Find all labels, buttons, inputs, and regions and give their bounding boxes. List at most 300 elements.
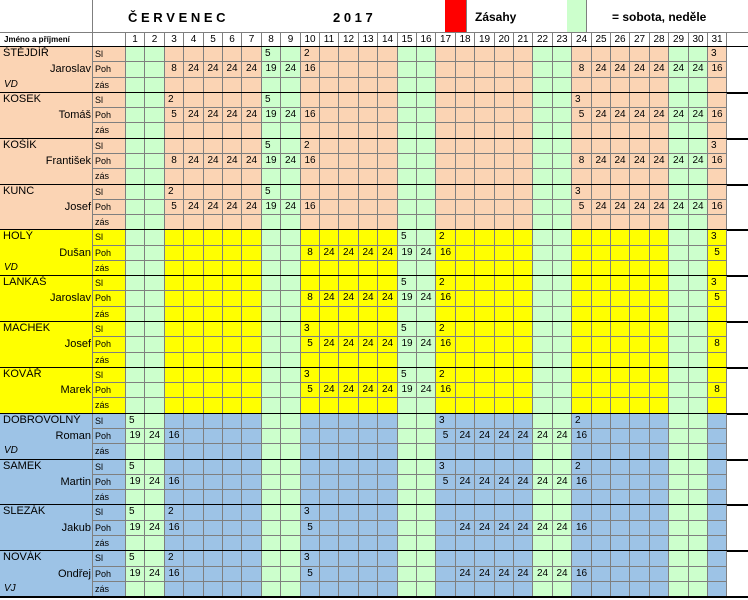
schedule-cell[interactable]: 24: [320, 383, 339, 398]
schedule-cell[interactable]: [592, 398, 611, 414]
schedule-cell[interactable]: [495, 185, 514, 200]
schedule-cell[interactable]: [689, 139, 708, 154]
schedule-cell[interactable]: [184, 536, 204, 551]
schedule-cell[interactable]: [650, 383, 669, 398]
schedule-cell[interactable]: [630, 139, 650, 154]
schedule-cell[interactable]: [165, 383, 184, 398]
schedule-cell[interactable]: [669, 521, 689, 536]
schedule-cell[interactable]: [184, 78, 204, 93]
schedule-cell[interactable]: [611, 123, 630, 139]
schedule-cell[interactable]: [145, 414, 165, 429]
schedule-cell[interactable]: [592, 505, 611, 521]
schedule-cell[interactable]: 2: [165, 505, 184, 521]
schedule-cell[interactable]: [184, 246, 204, 261]
schedule-cell[interactable]: [281, 475, 301, 490]
schedule-cell[interactable]: [320, 276, 339, 291]
schedule-cell[interactable]: 24: [669, 62, 689, 78]
schedule-cell[interactable]: 5: [126, 551, 145, 567]
schedule-cell[interactable]: [223, 276, 242, 291]
schedule-cell[interactable]: [165, 215, 184, 230]
schedule-cell[interactable]: [533, 154, 553, 169]
schedule-cell[interactable]: 24: [145, 521, 165, 536]
schedule-cell[interactable]: [359, 123, 378, 139]
schedule-cell[interactable]: [689, 230, 708, 246]
schedule-cell[interactable]: [650, 139, 669, 154]
schedule-cell[interactable]: [514, 169, 533, 185]
schedule-cell[interactable]: [572, 398, 592, 414]
schedule-cell[interactable]: 24: [495, 475, 514, 490]
schedule-cell[interactable]: 24: [475, 567, 495, 582]
schedule-cell[interactable]: [630, 291, 650, 307]
schedule-cell[interactable]: [669, 368, 689, 383]
schedule-cell[interactable]: 3: [708, 230, 727, 246]
schedule-cell[interactable]: 24: [320, 246, 339, 261]
schedule-cell[interactable]: [495, 62, 514, 78]
schedule-cell[interactable]: 16: [301, 62, 320, 78]
schedule-cell[interactable]: [417, 567, 436, 582]
schedule-cell[interactable]: [378, 276, 398, 291]
schedule-cell[interactable]: [398, 429, 417, 444]
schedule-cell[interactable]: [339, 78, 359, 93]
schedule-cell[interactable]: [669, 505, 689, 521]
schedule-cell[interactable]: 24: [533, 429, 553, 444]
schedule-cell[interactable]: [630, 429, 650, 444]
schedule-cell[interactable]: [320, 123, 339, 139]
schedule-cell[interactable]: [495, 551, 514, 567]
schedule-cell[interactable]: 5: [262, 93, 281, 108]
schedule-cell[interactable]: [495, 108, 514, 123]
schedule-cell[interactable]: 5: [398, 322, 417, 337]
schedule-cell[interactable]: [262, 414, 281, 429]
schedule-cell[interactable]: [708, 505, 727, 521]
schedule-cell[interactable]: [378, 567, 398, 582]
schedule-cell[interactable]: [378, 200, 398, 215]
schedule-cell[interactable]: [242, 246, 262, 261]
schedule-cell[interactable]: [475, 322, 495, 337]
schedule-cell[interactable]: [301, 536, 320, 551]
schedule-cell[interactable]: 16: [301, 154, 320, 169]
schedule-cell[interactable]: [223, 291, 242, 307]
schedule-cell[interactable]: [689, 460, 708, 475]
schedule-cell[interactable]: [359, 108, 378, 123]
schedule-cell[interactable]: [436, 353, 456, 368]
schedule-cell[interactable]: 24: [611, 62, 630, 78]
schedule-cell[interactable]: [320, 47, 339, 62]
schedule-cell[interactable]: [456, 169, 475, 185]
schedule-cell[interactable]: [611, 93, 630, 108]
schedule-cell[interactable]: [262, 123, 281, 139]
schedule-cell[interactable]: [242, 78, 262, 93]
schedule-cell[interactable]: [359, 261, 378, 276]
schedule-cell[interactable]: [204, 505, 223, 521]
schedule-cell[interactable]: [456, 230, 475, 246]
schedule-cell[interactable]: 24: [417, 246, 436, 261]
schedule-cell[interactable]: [145, 230, 165, 246]
schedule-cell[interactable]: [242, 322, 262, 337]
schedule-cell[interactable]: [301, 78, 320, 93]
schedule-cell[interactable]: 2: [165, 551, 184, 567]
schedule-cell[interactable]: [378, 78, 398, 93]
schedule-cell[interactable]: [669, 307, 689, 322]
schedule-cell[interactable]: [242, 47, 262, 62]
schedule-cell[interactable]: [495, 353, 514, 368]
schedule-cell[interactable]: [436, 215, 456, 230]
schedule-cell[interactable]: 24: [184, 108, 204, 123]
schedule-cell[interactable]: [398, 154, 417, 169]
schedule-cell[interactable]: [495, 368, 514, 383]
schedule-cell[interactable]: [145, 337, 165, 353]
schedule-cell[interactable]: [184, 261, 204, 276]
schedule-cell[interactable]: [320, 169, 339, 185]
schedule-cell[interactable]: [514, 444, 533, 460]
schedule-cell[interactable]: 24: [281, 108, 301, 123]
schedule-cell[interactable]: [145, 353, 165, 368]
schedule-cell[interactable]: [475, 230, 495, 246]
schedule-cell[interactable]: [475, 490, 495, 505]
schedule-cell[interactable]: [281, 307, 301, 322]
schedule-cell[interactable]: [572, 337, 592, 353]
schedule-cell[interactable]: [184, 215, 204, 230]
schedule-cell[interactable]: [126, 230, 145, 246]
schedule-cell[interactable]: [689, 337, 708, 353]
schedule-cell[interactable]: [378, 521, 398, 536]
schedule-cell[interactable]: [398, 78, 417, 93]
schedule-cell[interactable]: 24: [223, 108, 242, 123]
schedule-cell[interactable]: [475, 291, 495, 307]
schedule-cell[interactable]: [281, 414, 301, 429]
schedule-cell[interactable]: [242, 139, 262, 154]
schedule-cell[interactable]: [669, 414, 689, 429]
schedule-cell[interactable]: 24: [553, 475, 572, 490]
schedule-cell[interactable]: [592, 490, 611, 505]
schedule-cell[interactable]: [320, 444, 339, 460]
schedule-cell[interactable]: [533, 551, 553, 567]
schedule-cell[interactable]: [456, 383, 475, 398]
schedule-cell[interactable]: 24: [514, 521, 533, 536]
schedule-cell[interactable]: [456, 246, 475, 261]
schedule-cell[interactable]: 16: [436, 337, 456, 353]
schedule-cell[interactable]: [417, 536, 436, 551]
schedule-cell[interactable]: 8: [572, 62, 592, 78]
schedule-cell[interactable]: [223, 93, 242, 108]
schedule-cell[interactable]: [165, 291, 184, 307]
schedule-cell[interactable]: [650, 505, 669, 521]
schedule-cell[interactable]: [165, 536, 184, 551]
schedule-cell[interactable]: [204, 185, 223, 200]
schedule-cell[interactable]: [514, 368, 533, 383]
schedule-cell[interactable]: [242, 475, 262, 490]
schedule-cell[interactable]: [689, 353, 708, 368]
schedule-cell[interactable]: [145, 47, 165, 62]
schedule-cell[interactable]: [242, 123, 262, 139]
schedule-cell[interactable]: [514, 322, 533, 337]
schedule-cell[interactable]: [262, 78, 281, 93]
schedule-cell[interactable]: [592, 307, 611, 322]
schedule-cell[interactable]: [281, 139, 301, 154]
schedule-cell[interactable]: 24: [533, 521, 553, 536]
schedule-cell[interactable]: [708, 353, 727, 368]
schedule-cell[interactable]: 16: [165, 521, 184, 536]
schedule-cell[interactable]: [495, 230, 514, 246]
schedule-cell[interactable]: [320, 261, 339, 276]
schedule-cell[interactable]: [495, 246, 514, 261]
schedule-cell[interactable]: [320, 582, 339, 597]
schedule-cell[interactable]: [514, 582, 533, 597]
schedule-cell[interactable]: [281, 551, 301, 567]
schedule-cell[interactable]: [398, 444, 417, 460]
schedule-cell[interactable]: [301, 353, 320, 368]
schedule-cell[interactable]: 24: [378, 337, 398, 353]
schedule-cell[interactable]: [301, 230, 320, 246]
schedule-cell[interactable]: 24: [456, 567, 475, 582]
schedule-cell[interactable]: 3: [436, 460, 456, 475]
schedule-cell[interactable]: [475, 307, 495, 322]
schedule-cell[interactable]: [145, 200, 165, 215]
schedule-cell[interactable]: [223, 261, 242, 276]
schedule-cell[interactable]: [165, 276, 184, 291]
schedule-cell[interactable]: [223, 414, 242, 429]
schedule-cell[interactable]: [359, 353, 378, 368]
schedule-cell[interactable]: [339, 108, 359, 123]
schedule-cell[interactable]: [145, 505, 165, 521]
schedule-cell[interactable]: [611, 276, 630, 291]
schedule-cell[interactable]: [630, 215, 650, 230]
schedule-cell[interactable]: [611, 398, 630, 414]
schedule-cell[interactable]: [339, 444, 359, 460]
schedule-cell[interactable]: [553, 276, 572, 291]
schedule-cell[interactable]: [650, 123, 669, 139]
schedule-cell[interactable]: 24: [184, 62, 204, 78]
schedule-cell[interactable]: [650, 291, 669, 307]
schedule-cell[interactable]: [456, 505, 475, 521]
schedule-cell[interactable]: [689, 246, 708, 261]
schedule-cell[interactable]: [320, 139, 339, 154]
schedule-cell[interactable]: 24: [611, 200, 630, 215]
schedule-cell[interactable]: [650, 368, 669, 383]
schedule-cell[interactable]: [320, 353, 339, 368]
schedule-cell[interactable]: [204, 337, 223, 353]
schedule-cell[interactable]: [611, 551, 630, 567]
schedule-cell[interactable]: [378, 62, 398, 78]
schedule-cell[interactable]: [475, 337, 495, 353]
schedule-cell[interactable]: [533, 230, 553, 246]
schedule-cell[interactable]: [553, 200, 572, 215]
schedule-cell[interactable]: [417, 551, 436, 567]
schedule-cell[interactable]: [436, 551, 456, 567]
schedule-cell[interactable]: [533, 62, 553, 78]
schedule-cell[interactable]: [669, 582, 689, 597]
schedule-cell[interactable]: [630, 398, 650, 414]
schedule-cell[interactable]: [553, 551, 572, 567]
schedule-cell[interactable]: 19: [262, 108, 281, 123]
schedule-cell[interactable]: [572, 47, 592, 62]
schedule-cell[interactable]: [339, 460, 359, 475]
schedule-cell[interactable]: [495, 490, 514, 505]
schedule-cell[interactable]: [533, 93, 553, 108]
schedule-cell[interactable]: [630, 444, 650, 460]
schedule-cell[interactable]: [262, 536, 281, 551]
schedule-cell[interactable]: 24: [378, 246, 398, 261]
schedule-cell[interactable]: [689, 505, 708, 521]
schedule-cell[interactable]: 24: [611, 154, 630, 169]
schedule-cell[interactable]: [650, 414, 669, 429]
schedule-cell[interactable]: [165, 169, 184, 185]
schedule-cell[interactable]: [572, 139, 592, 154]
schedule-cell[interactable]: [320, 322, 339, 337]
schedule-cell[interactable]: [475, 536, 495, 551]
schedule-cell[interactable]: [417, 123, 436, 139]
schedule-cell[interactable]: [378, 169, 398, 185]
schedule-cell[interactable]: [708, 521, 727, 536]
schedule-cell[interactable]: [281, 582, 301, 597]
schedule-cell[interactable]: [689, 291, 708, 307]
schedule-cell[interactable]: 24: [339, 246, 359, 261]
schedule-cell[interactable]: [611, 353, 630, 368]
schedule-cell[interactable]: [398, 62, 417, 78]
schedule-cell[interactable]: [417, 368, 436, 383]
schedule-cell[interactable]: [126, 246, 145, 261]
schedule-cell[interactable]: [689, 322, 708, 337]
schedule-cell[interactable]: [650, 567, 669, 582]
schedule-cell[interactable]: [126, 108, 145, 123]
schedule-cell[interactable]: [301, 123, 320, 139]
schedule-cell[interactable]: [592, 429, 611, 444]
schedule-cell[interactable]: [184, 551, 204, 567]
schedule-cell[interactable]: [301, 460, 320, 475]
schedule-cell[interactable]: [184, 567, 204, 582]
schedule-cell[interactable]: 24: [359, 383, 378, 398]
schedule-cell[interactable]: 5: [398, 230, 417, 246]
schedule-cell[interactable]: [572, 291, 592, 307]
schedule-cell[interactable]: [145, 383, 165, 398]
schedule-cell[interactable]: [456, 353, 475, 368]
schedule-cell[interactable]: [339, 353, 359, 368]
schedule-cell[interactable]: [689, 383, 708, 398]
schedule-cell[interactable]: [204, 368, 223, 383]
schedule-cell[interactable]: [417, 414, 436, 429]
schedule-cell[interactable]: [242, 444, 262, 460]
schedule-cell[interactable]: [553, 307, 572, 322]
schedule-cell[interactable]: [126, 200, 145, 215]
schedule-cell[interactable]: [359, 490, 378, 505]
schedule-cell[interactable]: [165, 47, 184, 62]
schedule-cell[interactable]: [281, 78, 301, 93]
schedule-cell[interactable]: [650, 261, 669, 276]
schedule-cell[interactable]: [320, 154, 339, 169]
schedule-cell[interactable]: [708, 368, 727, 383]
schedule-cell[interactable]: [165, 414, 184, 429]
schedule-cell[interactable]: [708, 261, 727, 276]
schedule-cell[interactable]: 24: [378, 383, 398, 398]
schedule-cell[interactable]: 24: [145, 475, 165, 490]
schedule-cell[interactable]: [669, 551, 689, 567]
schedule-cell[interactable]: [689, 490, 708, 505]
schedule-cell[interactable]: [378, 429, 398, 444]
schedule-cell[interactable]: [514, 276, 533, 291]
schedule-cell[interactable]: [126, 322, 145, 337]
schedule-cell[interactable]: [262, 475, 281, 490]
schedule-cell[interactable]: [398, 567, 417, 582]
schedule-cell[interactable]: [320, 185, 339, 200]
schedule-cell[interactable]: [165, 230, 184, 246]
schedule-cell[interactable]: [262, 261, 281, 276]
schedule-cell[interactable]: [359, 47, 378, 62]
schedule-cell[interactable]: [456, 108, 475, 123]
schedule-cell[interactable]: [553, 582, 572, 597]
schedule-cell[interactable]: [553, 230, 572, 246]
schedule-cell[interactable]: [475, 582, 495, 597]
schedule-cell[interactable]: 24: [553, 521, 572, 536]
schedule-cell[interactable]: [339, 215, 359, 230]
schedule-cell[interactable]: [204, 536, 223, 551]
schedule-cell[interactable]: [650, 322, 669, 337]
schedule-cell[interactable]: [204, 93, 223, 108]
schedule-cell[interactable]: [689, 123, 708, 139]
schedule-cell[interactable]: [592, 291, 611, 307]
schedule-cell[interactable]: [456, 398, 475, 414]
schedule-cell[interactable]: [378, 215, 398, 230]
schedule-cell[interactable]: [145, 444, 165, 460]
schedule-cell[interactable]: [242, 567, 262, 582]
schedule-cell[interactable]: [339, 276, 359, 291]
schedule-cell[interactable]: [378, 93, 398, 108]
schedule-cell[interactable]: [417, 460, 436, 475]
schedule-cell[interactable]: [339, 154, 359, 169]
schedule-cell[interactable]: [533, 398, 553, 414]
schedule-cell[interactable]: 24: [320, 291, 339, 307]
schedule-cell[interactable]: 24: [514, 429, 533, 444]
schedule-cell[interactable]: 19: [126, 429, 145, 444]
schedule-cell[interactable]: [126, 47, 145, 62]
schedule-cell[interactable]: [145, 307, 165, 322]
schedule-cell[interactable]: [223, 322, 242, 337]
schedule-cell[interactable]: [495, 154, 514, 169]
schedule-cell[interactable]: [398, 475, 417, 490]
schedule-cell[interactable]: [242, 93, 262, 108]
schedule-cell[interactable]: [630, 521, 650, 536]
schedule-cell[interactable]: [650, 582, 669, 597]
schedule-cell[interactable]: 5: [301, 567, 320, 582]
schedule-cell[interactable]: [553, 169, 572, 185]
schedule-cell[interactable]: [475, 505, 495, 521]
schedule-cell[interactable]: 19: [262, 62, 281, 78]
schedule-cell[interactable]: [650, 215, 669, 230]
schedule-cell[interactable]: [533, 215, 553, 230]
schedule-cell[interactable]: [630, 582, 650, 597]
schedule-cell[interactable]: [456, 460, 475, 475]
schedule-cell[interactable]: 24: [592, 108, 611, 123]
schedule-cell[interactable]: [281, 185, 301, 200]
schedule-cell[interactable]: [417, 475, 436, 490]
schedule-cell[interactable]: [417, 78, 436, 93]
schedule-cell[interactable]: [514, 353, 533, 368]
schedule-cell[interactable]: [553, 368, 572, 383]
schedule-cell[interactable]: [514, 62, 533, 78]
schedule-cell[interactable]: [611, 337, 630, 353]
schedule-cell[interactable]: 24: [689, 62, 708, 78]
schedule-cell[interactable]: [495, 78, 514, 93]
schedule-cell[interactable]: [223, 490, 242, 505]
schedule-cell[interactable]: [689, 475, 708, 490]
schedule-cell[interactable]: [378, 154, 398, 169]
schedule-cell[interactable]: [320, 398, 339, 414]
schedule-cell[interactable]: [417, 521, 436, 536]
schedule-cell[interactable]: [320, 62, 339, 78]
schedule-cell[interactable]: [533, 505, 553, 521]
schedule-cell[interactable]: [339, 429, 359, 444]
schedule-cell[interactable]: [650, 246, 669, 261]
schedule-cell[interactable]: [533, 322, 553, 337]
